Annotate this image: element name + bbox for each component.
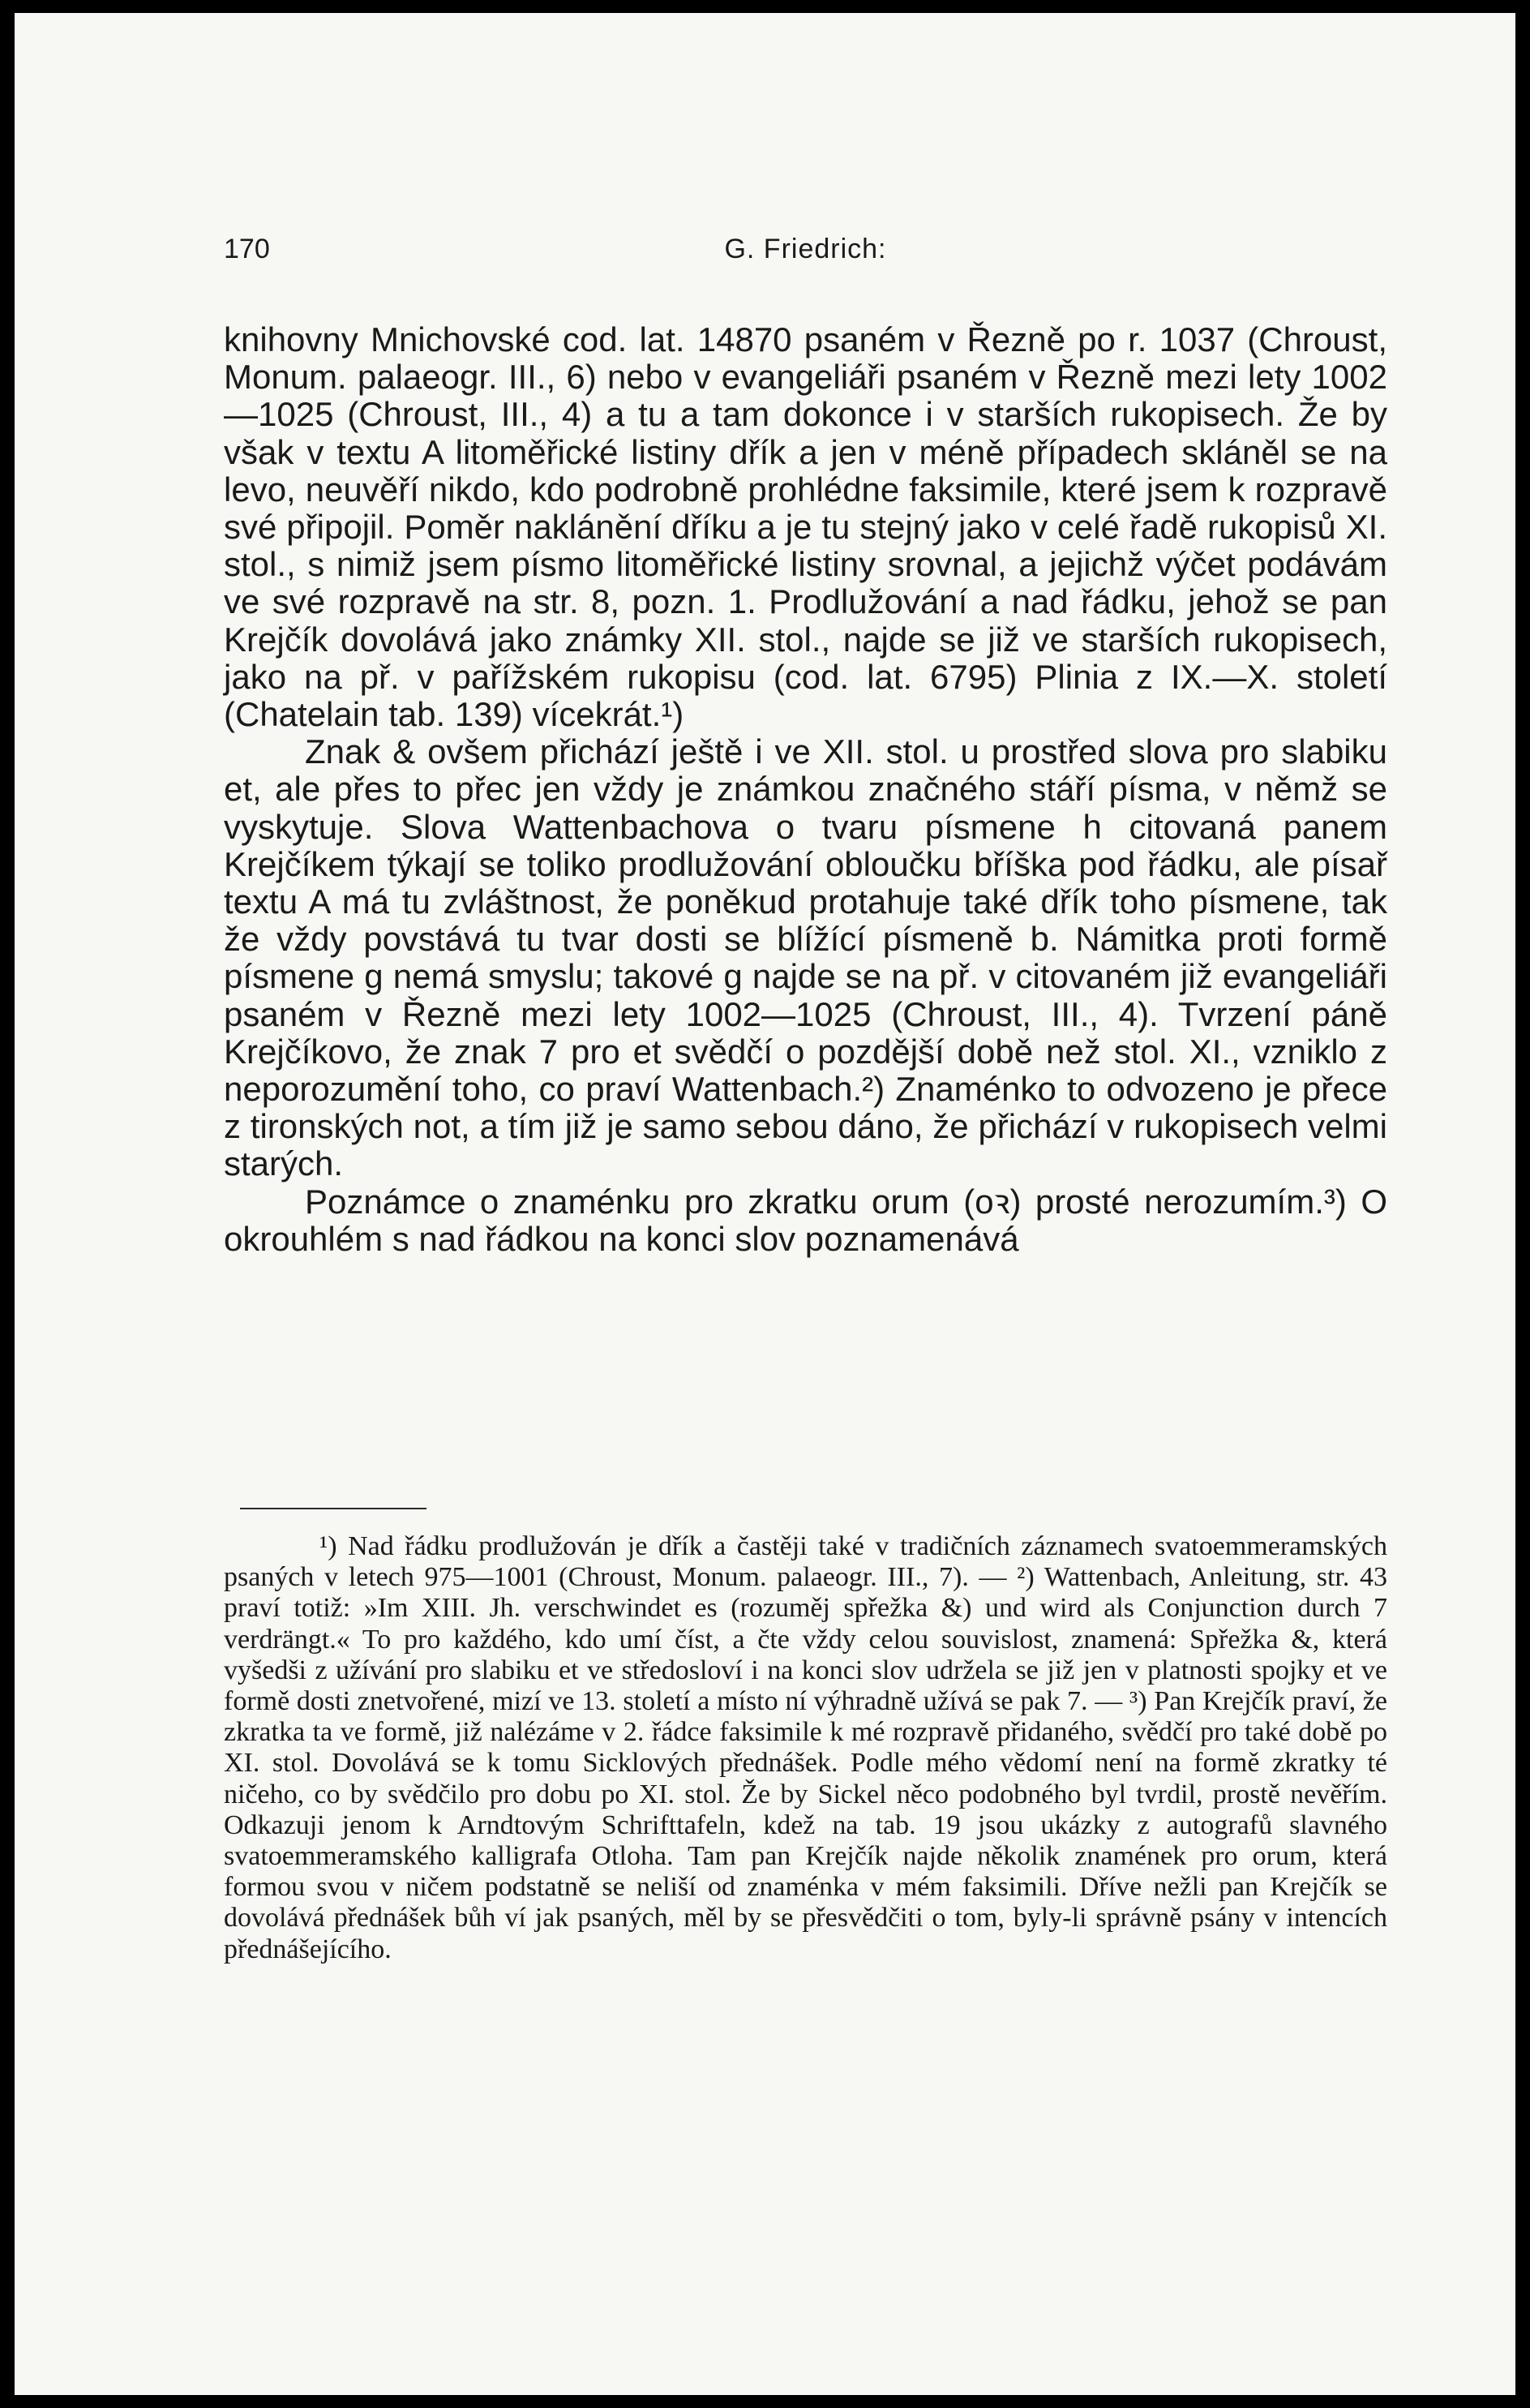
body-text: [224, 321, 1387, 1258]
footnote-text: ¹) Nad řádku prodlužován je dřík a častěji také v tradičních záznamech svatoemmeramských psaných v letech 975—1001 (Chroust, Monum. palaeogr. III., 7). — ²) Wattenbach, Anleitung, str. 43 praví totiž: »Im XIII. Jh. verschwindet es (rozuměj spřežka &) und wird als Conjunction durch 7 verdrängt.« To pro každého, kdo umí číst, a čte vždy celou souvislost, znamená: Spřežka &, která vyšedši z užívání pro slabiku et ve středosloví i na konci slov udržela se již jen v platnosti spojky et ve formě dosti znetvořené, mizí ve 13. století a místo ní výhradně užívá se pak 7. — ³) Pan Krejčík praví, že zkratka ta ve formě, již nalézáme v 2. řádce faksimile k mé rozpravě přidaného, svědčí pro také době po XI. stol. Dovolává se k tomu Sicklových přednášek. Podle mého vědomí není na formě zkratky té ničeho, co by svědčilo pro dobu po XI. stol. Že by Sickel něco podobného byl tvrdil, prostě nevěřím. Odkazuji jenom k Arndtovým Schrifttafeln, kdež na tab. 19 jsou ukázky z autografů slavného svatoemmeramského kalligrafa Otloha. Tam pan Krejčík najde několik znamének pro orum, která formou svou v ničem podstatně se neliší od znaménka v mém faksimili. Dříve nežli pan Krejčík se dovolává přednášek bůh ví jak psaných, měl by se přesvědčiti o tom, byly-li správně psány v intencích přednášejícího.: [224, 1531, 1387, 1964]
running-head: [224, 234, 1387, 274]
scanned-page: [15, 13, 1515, 2395]
body-paragraph-3: Poznámce o znaménku pro zkratku orum (oꝛ) prosté nerozumím.³) O okrouhlém s nad řádkou na konci slov poznamenává: [224, 1182, 1387, 1258]
footnote-separator: [240, 1508, 426, 1509]
running-title: G. Friedrich:: [724, 234, 887, 264]
footnotes: [224, 1531, 1387, 1965]
body-paragraph-2: Znak & ovšem přichází ještě i ve XII. stol. u prostřed slova pro slabiku et, ale přes to přec jen vždy je známkou značného stáří písma, v němž se vyskytuje. Slova Wattenbachova o tvaru písmene h citovaná panem Krejčíkem týkají se toliko prodlužování obloučku bříška pod řádku, ale písař textu A má tu zvláštnost, že poněkud protahuje také dřík toho písmene, tak že vždy povstává tu tvar dosti se blížící písmeně b. Námitka proti formě písmene g nemá smyslu; takové g najde se na př. v citovaném již evangeliáři psaném v Řezně mezi lety 1002—1025 (Chroust, III., 4). Tvrzení páně Krejčíkovo, že znak 7 pro et svědčí o pozdější době než stol. XI., vzniklo z neporozumění toho, co praví Wattenbach.²) Znaménko to odvozeno je přece z tironských not, a tím již je samo sebou dáno, že přichází v rukopisech velmi starých.: [224, 732, 1387, 1183]
body-paragraph-1: knihovny Mnichovské cod. lat. 14870 psaném v Řezně po r. 1037 (Chroust, Monum. palaeogr. III., 6) nebo v evangeliáři psaném v Řezně mezi lety 1002—1025 (Chroust, III., 4) a tu a tam dokonce i v starších rukopisech. Že by však v textu A litoměřické listiny dřík a jen v méně případech skláněl se na levo, neuvěří nikdo, kdo podrobně prohlédne faksimile, které jsem k rozpravě své připojil. Poměr naklánění dříku a je tu stejný jako v celé řadě rukopisů XI. stol., s nimiž jsem písmo litoměřické listiny srovnal, a jejichž výčet podávám ve své rozpravě na str. 8, pozn. 1. Prodlužování a nad řádku, jehož se pan Krejčík dovolává jako známky XII. stol., najde se již ve starších rukopisech, jako na př. v pařížském rukopisu (cod. lat. 6795) Plinia z IX.—X. století (Chatelain tab. 139) vícekrát.¹): [224, 320, 1387, 734]
page-number: 170: [224, 234, 270, 264]
